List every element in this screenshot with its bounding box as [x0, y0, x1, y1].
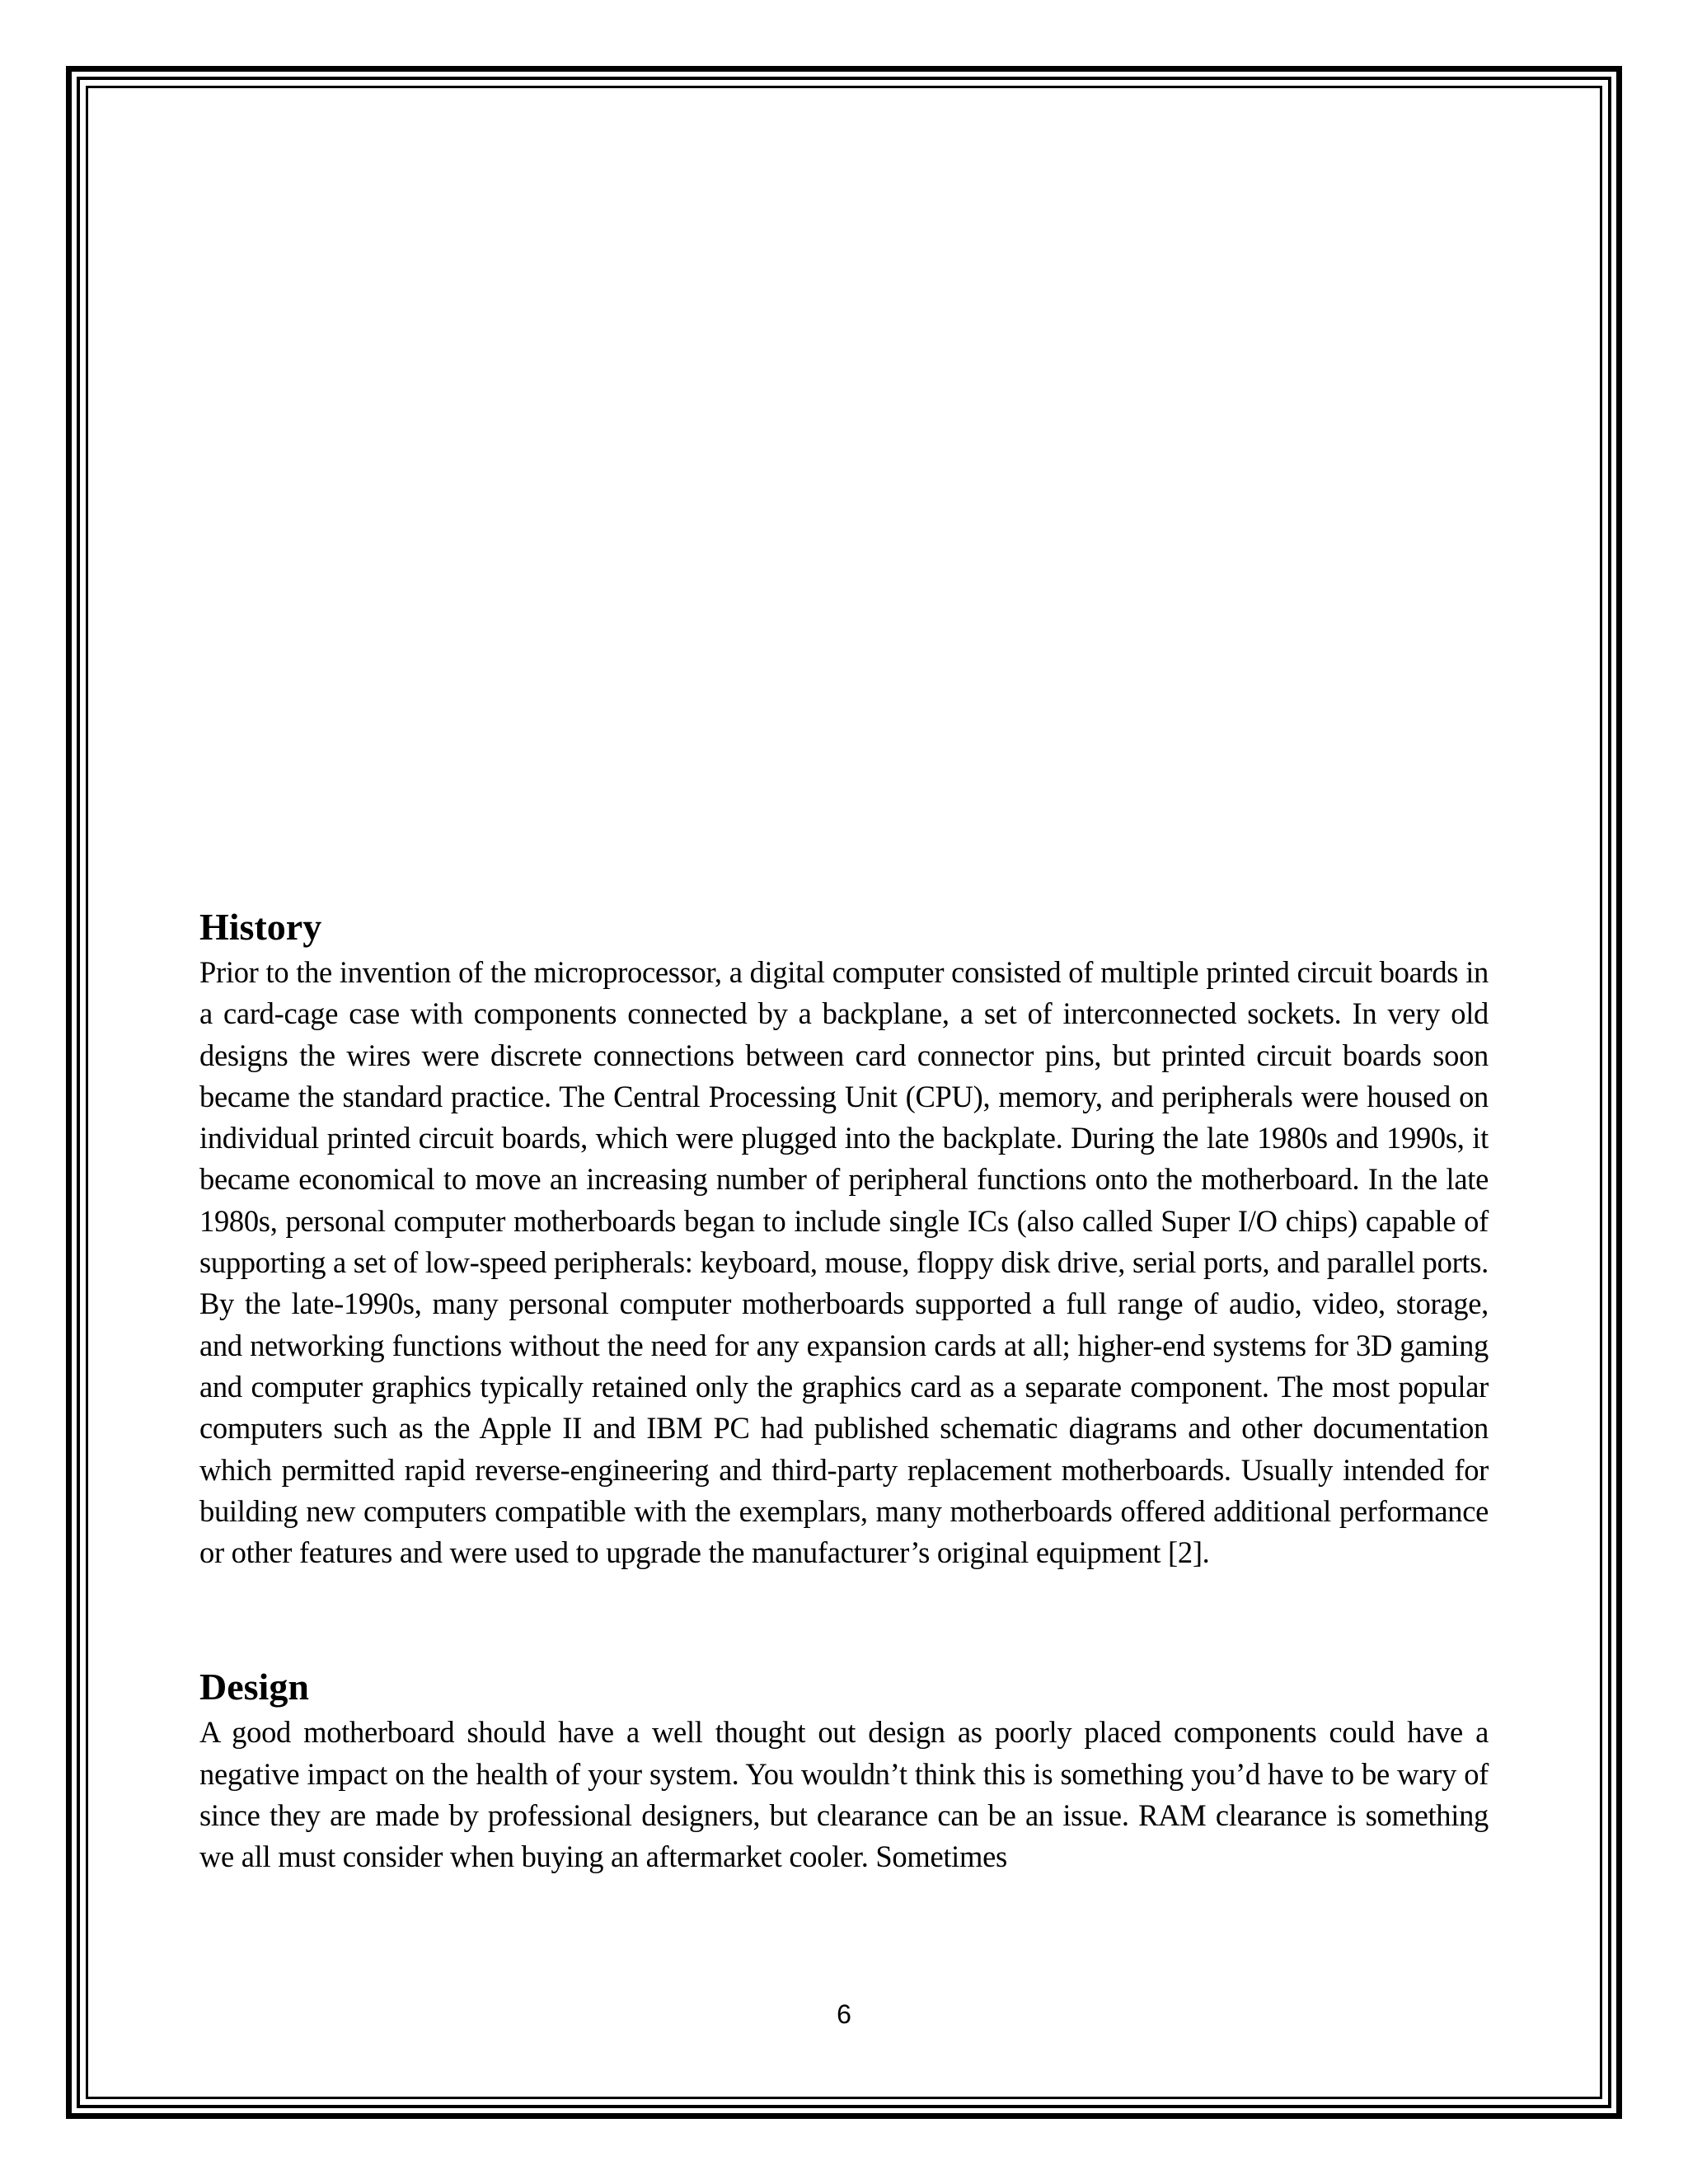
history-heading: History [199, 906, 322, 948]
design-paragraph: A good motherboard should have a well thought out design as poorly placed components could have a negative impact on the health of your system. You wouldn’t think this is something you’d have to be wary of since they are made by professional designers, but clearance can be an issue. RAM clearance is something we all must consider when buying an aftermarket cooler. Sometimes [199, 1715, 1489, 1874]
history-section [199, 902, 1489, 1573]
page-number: 6 [837, 1999, 851, 2029]
document-body [199, 902, 1489, 1878]
design-heading: Design [199, 1666, 309, 1708]
section-spacer [199, 1573, 1489, 1662]
history-paragraph: Prior to the invention of the microprocessor, a digital computer consisted of multiple printed circuit boards in a card-cage case with components connected by a backplane, a set of interconnected sockets. In very old designs the wires were discrete connections between card connector pins, but printed circuit boards soon became the standard practice. The Central Processing Unit (CPU), memory, and peripherals were housed on individual printed circuit boards, which were plugged into the backplate. During the late 1980s and 1990s, it became economical to move an increasing number of peripheral functions onto the motherboard. In the late 1980s, personal computer motherboards began to include single ICs (also called Super I/O chips) capable of supporting a set of low-speed peripherals: keyboard, mouse, floppy disk drive, serial ports, and parallel ports. By the late-1990s, many personal computer motherboards supported a full range of audio, video, storage, and networking functions without the need for any expansion cards at all; higher-end systems for 3D gaming and computer graphics typically retained only the graphics card as a separate component. The most popular computers such as the Apple II and IBM PC had published schematic diagrams and other documentation which permitted rapid reverse-engineering and third-party replacement motherboards. Usually intended for building new computers compatible with the exemplars, many motherboards offered additional performance or other features and were used to upgrade the manufacturer’s original equipment [2]. [199, 955, 1489, 1570]
design-section [199, 1662, 1489, 1877]
